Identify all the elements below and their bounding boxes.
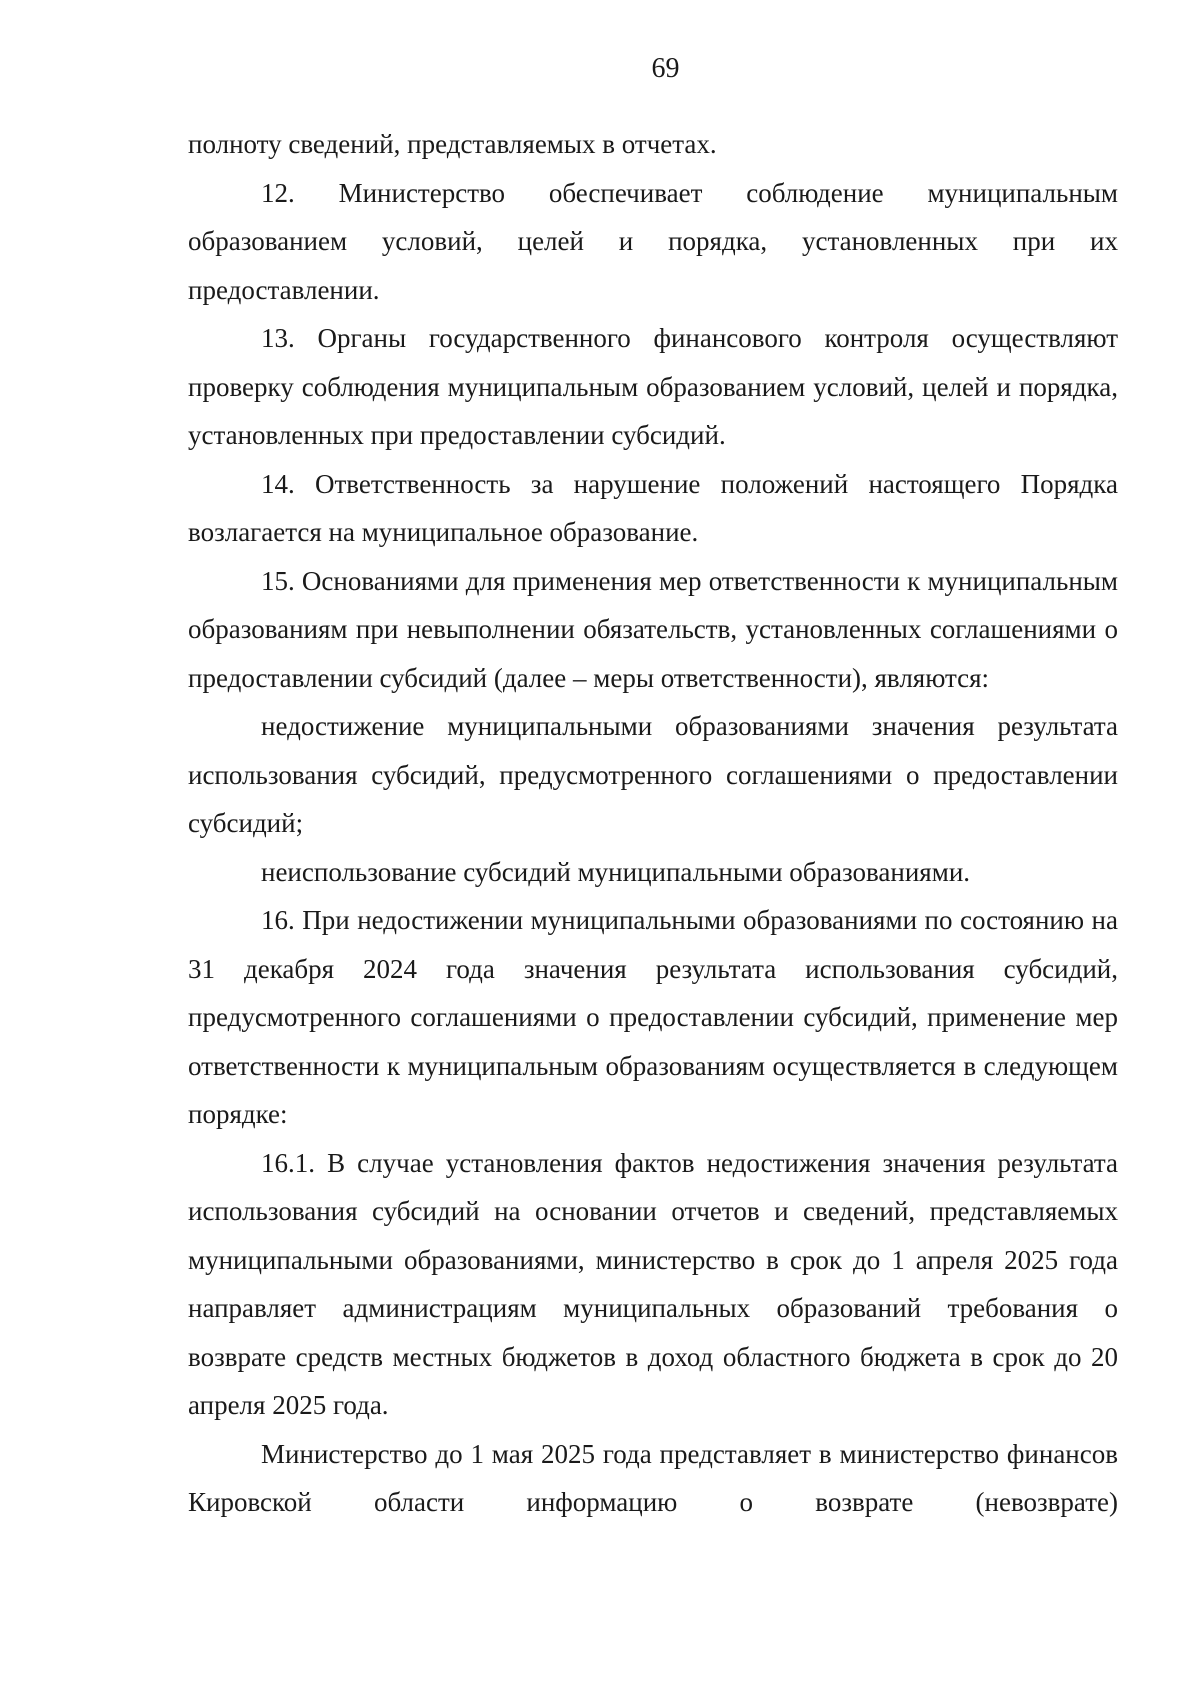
paragraph-12: 12. Министерство обеспечивает соблюдение муниципальным образованием условий, целей и порядка, установленных при их предоставлении. (188, 177, 1118, 305)
paragraph-15: 15. Основаниями для применения мер ответственности к муниципальным образованиям при невыполнении обязательств, установленных соглашениями о предоставлении субсидий (далее – меры ответственности), являются: (188, 565, 1118, 693)
page-number: 69 (651, 53, 680, 84)
paragraph-13: 13. Органы государственного финансового контроля осуществляют проверку соблюдения муниципальным образованием условий, целей и порядка, установленных при предоставлении субсидий. (188, 323, 1118, 450)
paragraph-16: 16. При недостижении муниципальными образованиями по состоянию на 31 декабря 2024 года значения результата использования субсидий, предусмотренного соглашениями о предоставлении субсидий, применение мер ответственности к муниципальным образованиям осуществляется в следующем порядке: (188, 905, 1118, 1129)
paragraph-continuation: полноту сведений, представляемых в отчетах. (188, 129, 717, 159)
paragraph-15-item-1: недостижение муниципальными образованиями значения результата использования субсидий, предусмотренного соглашениями о предоставлении субсидий; (188, 711, 1118, 838)
paragraph-ministry-report: Министерство до 1 мая 2025 года представляет в министерство финансов Кировской области информацию о возврате (невозврате) (188, 1438, 1118, 1517)
document-body (188, 120, 1118, 1527)
paragraph-15-item-2: неиспользование субсидий муниципальными образованиями. (261, 856, 971, 887)
paragraph-14: 14. Ответственность за нарушение положений настоящего Порядка возлагается на муниципальное образование. (188, 468, 1118, 547)
paragraph-16-1: 16.1. В случае установления фактов недостижения значения результата использования субсидий на основании отчетов и сведений, представляемых муниципальными образованиями, министерство в срок до 1 апреля 2025 года направляет администрациям муниципальных образований требования о возврате средств местных бюджетов в доход областного бюджета в срок до 20 апреля 2025 года. (188, 1147, 1118, 1420)
